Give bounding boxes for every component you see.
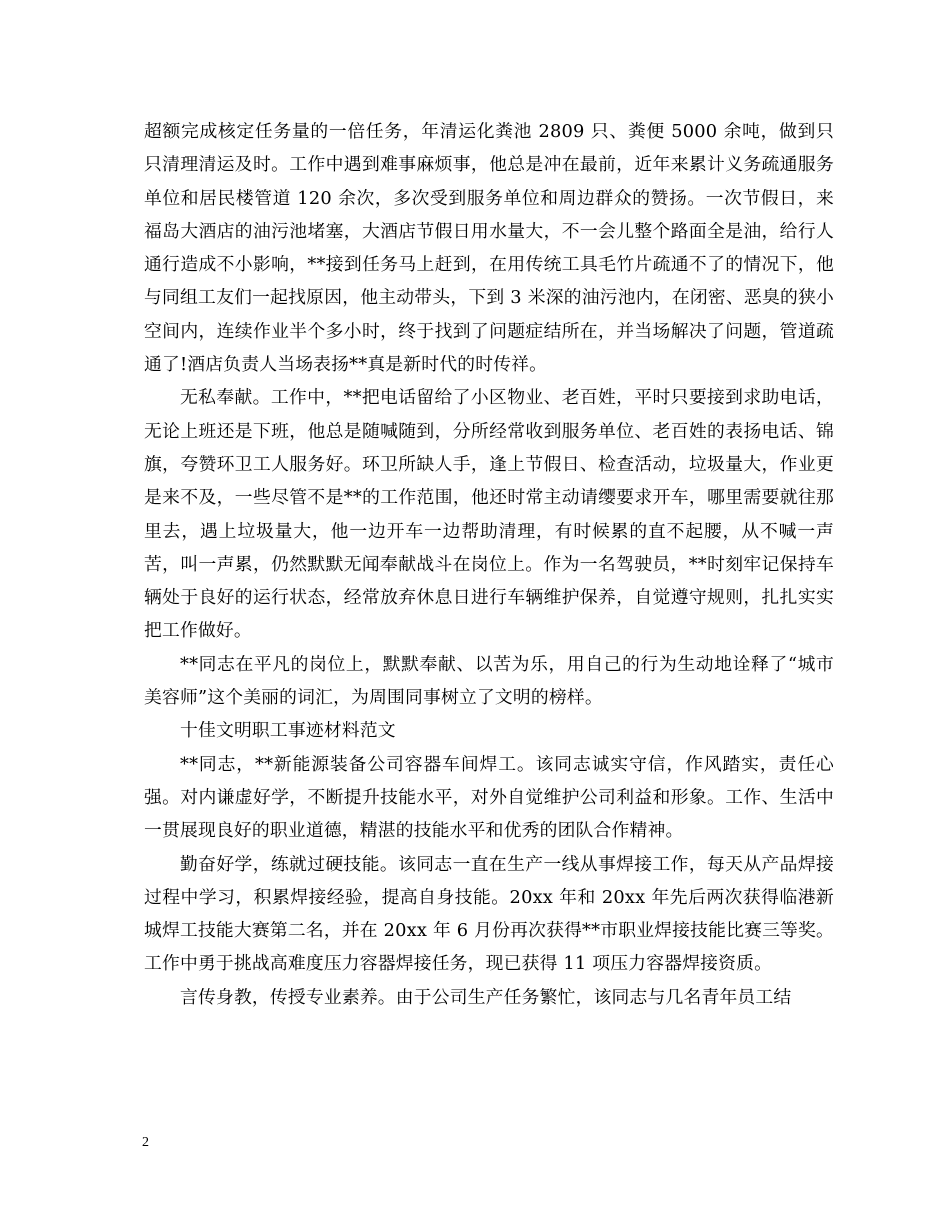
paragraph-summary: **同志在平凡的岗位上，默默奉献、以苦为乐，用自己的行为生动地诠释了“城市美容师”这个美丽的词汇，为周围同事树立了文明的榜样。 (144, 653, 834, 709)
paragraph-teaching: 言传身教，传授专业素养。由于公司生产任务繁忙，该同志与几名青年员工结 (180, 986, 792, 1008)
document-body (144, 115, 834, 1014)
section-heading: 十佳文明职工事迹材料范文 (180, 720, 396, 742)
paragraph-introduction: **同志，**新能源装备公司容器车间焊工。该同志诚实守信，作风踏实，责任心强。对内谦虚好学，不断提升技能水平，对外自觉维护公司利益和形象。工作、生活中一贯展现良好的职业道德，精湛的技能水平和优秀的团队合作精神。 (144, 753, 834, 842)
paragraph-continued: 超额完成核定任务量的一倍任务，年清运化粪池 2809 只、粪便 5000 余吨，做到只只清理清运及时。工作中遇到难事麻烦事，他总是冲在最前，近年来累计义务疏通服务单位和居民楼管道 120 余次，多次受到服务单位和周边群众的赞扬。一次节假日，来福岛大酒店的油污池堵塞，大酒店节假日用水量大，不一会儿整个路面全是油，给行人通行造成不小影响，**接到任务马上赶到，在用传统工具毛竹片疏通不了的情况下，他与同组工友们一起找原因，他主动带头，下到 3 米深的油污池内，在闭密、恶臭的狭小空间内，连续作业半个多小时，终于找到了问题症结所在，并当场解决了问题，管道疏通了!酒店负责人当场表扬**真是新时代的时传祥。 (144, 121, 834, 376)
paragraph-selfless-dedication: 无私奉献。工作中，**把电话留给了小区物业、老百姓，平时只要接到求助电话，无论上班还是下班，他总是随喊随到，分所经常收到服务单位、老百姓的表扬电话、锦旗，夸赞环卫工人服务好。环卫所缺人手，逢上节假日、检查活动，垃圾量大，作业更是来不及，一些尽管不是**的工作范围，他还时常主动请缨要求开车，哪里需要就往那里去，遇上垃圾量大，他一边开车一边帮助清理，有时候累的直不起腰，从不喊一声苦，叫一声累，仍然默默无闻奉献战斗在岗位上。作为一名驾驶员，**时刻牢记保持车辆处于良好的运行状态，经常放弃休息日进行车辆维护保养，自觉遵守规则，扎扎实实把工作做好。 (144, 387, 834, 642)
page-number: 2 (142, 1135, 149, 1150)
paragraph-skills: 勤奋好学，练就过硬技能。该同志一直在生产一线从事焊接工作，每天从产品焊接过程中学习，积累焊接经验，提高自身技能。20xx 年和 20xx 年先后两次获得临港新城焊工技能大赛第二名，并在 20xx 年 6 月份再次获得**市职业焊接技能比赛三等奖。工作中勇于挑战高难度压力容器焊接任务，现已获得 11 项压力容器焊接资质。 (144, 853, 834, 975)
